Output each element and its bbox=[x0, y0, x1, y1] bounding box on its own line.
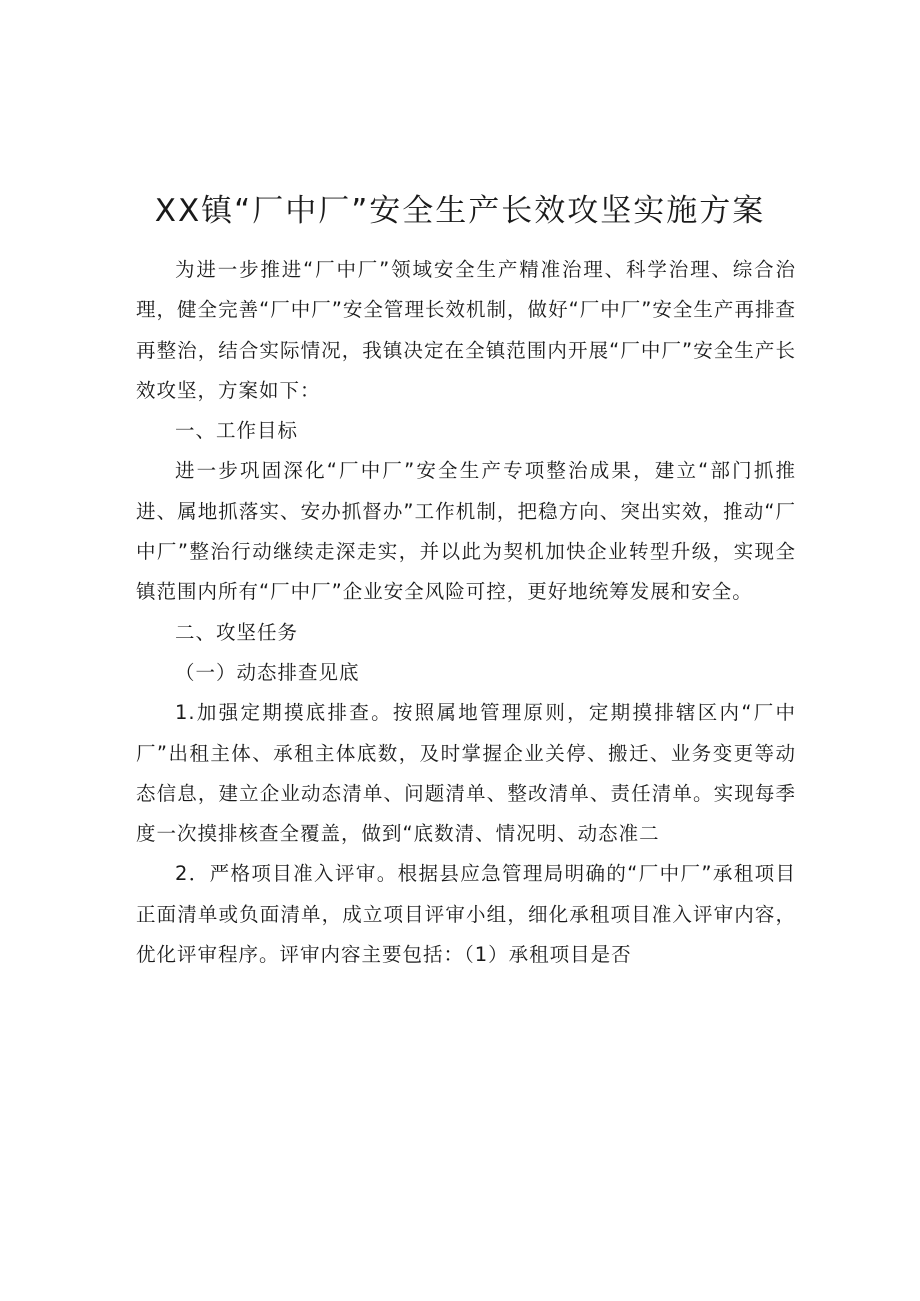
paragraph-item-1: 1.加强定期摸底排查。按照属地管理原则，定期摸排辖区内“厂中厂”出租主体、承租主体底数，及时掌握企业关停、搬迁、业务变更等动态信息，建立企业动态清单、问题清单、整改清单、责任清单。实现每季度一次摸排核查全覆盖，做到“底数清、情况明、动态准二 bbox=[136, 701, 796, 846]
document-title: XX镇“厂中厂”安全生产长效攻坚实施方案 bbox=[154, 192, 766, 229]
paragraph-work-goals: 进一步巩固深化“厂中厂”安全生产专项整治成果，建立“部门抓推进、属地抓落实、安办抓督办”工作机制，把稳方向、突出实效，推动“厂中厂”整治行动继续走深走实，并以此为契机加快企业转型升级，实现全镇范围内所有“厂中厂”企业安全风险可控，更好地统筹发展和安全。 bbox=[136, 459, 796, 604]
paragraph-intro: 为进一步推进“厂中厂”领域安全生产精准治理、科学治理、综合治理，健全完善“厂中厂”安全管理长效机制，做好“厂中厂”安全生产再排查再整治，结合实际情况，我镇决定在全镇范围内开展“厂中厂”安全生产长效攻坚，方案如下： bbox=[136, 258, 796, 402]
heading-tasks: 二、攻坚任务 bbox=[175, 620, 299, 644]
paragraph-item-2: 2．严格项目准入评审。根据县应急管理局明确的“厂中厂”承租项目正面清单或负面清单，成立项目评审小组，细化承租项目准入评审内容，优化评审程序。评审内容主要包括：（1）承租项目是否 bbox=[136, 862, 796, 967]
document-body bbox=[136, 250, 796, 975]
heading-work-goals: 一、工作目标 bbox=[175, 419, 299, 443]
subheading-dynamic-check: （一）动态排查见底 bbox=[175, 660, 360, 684]
